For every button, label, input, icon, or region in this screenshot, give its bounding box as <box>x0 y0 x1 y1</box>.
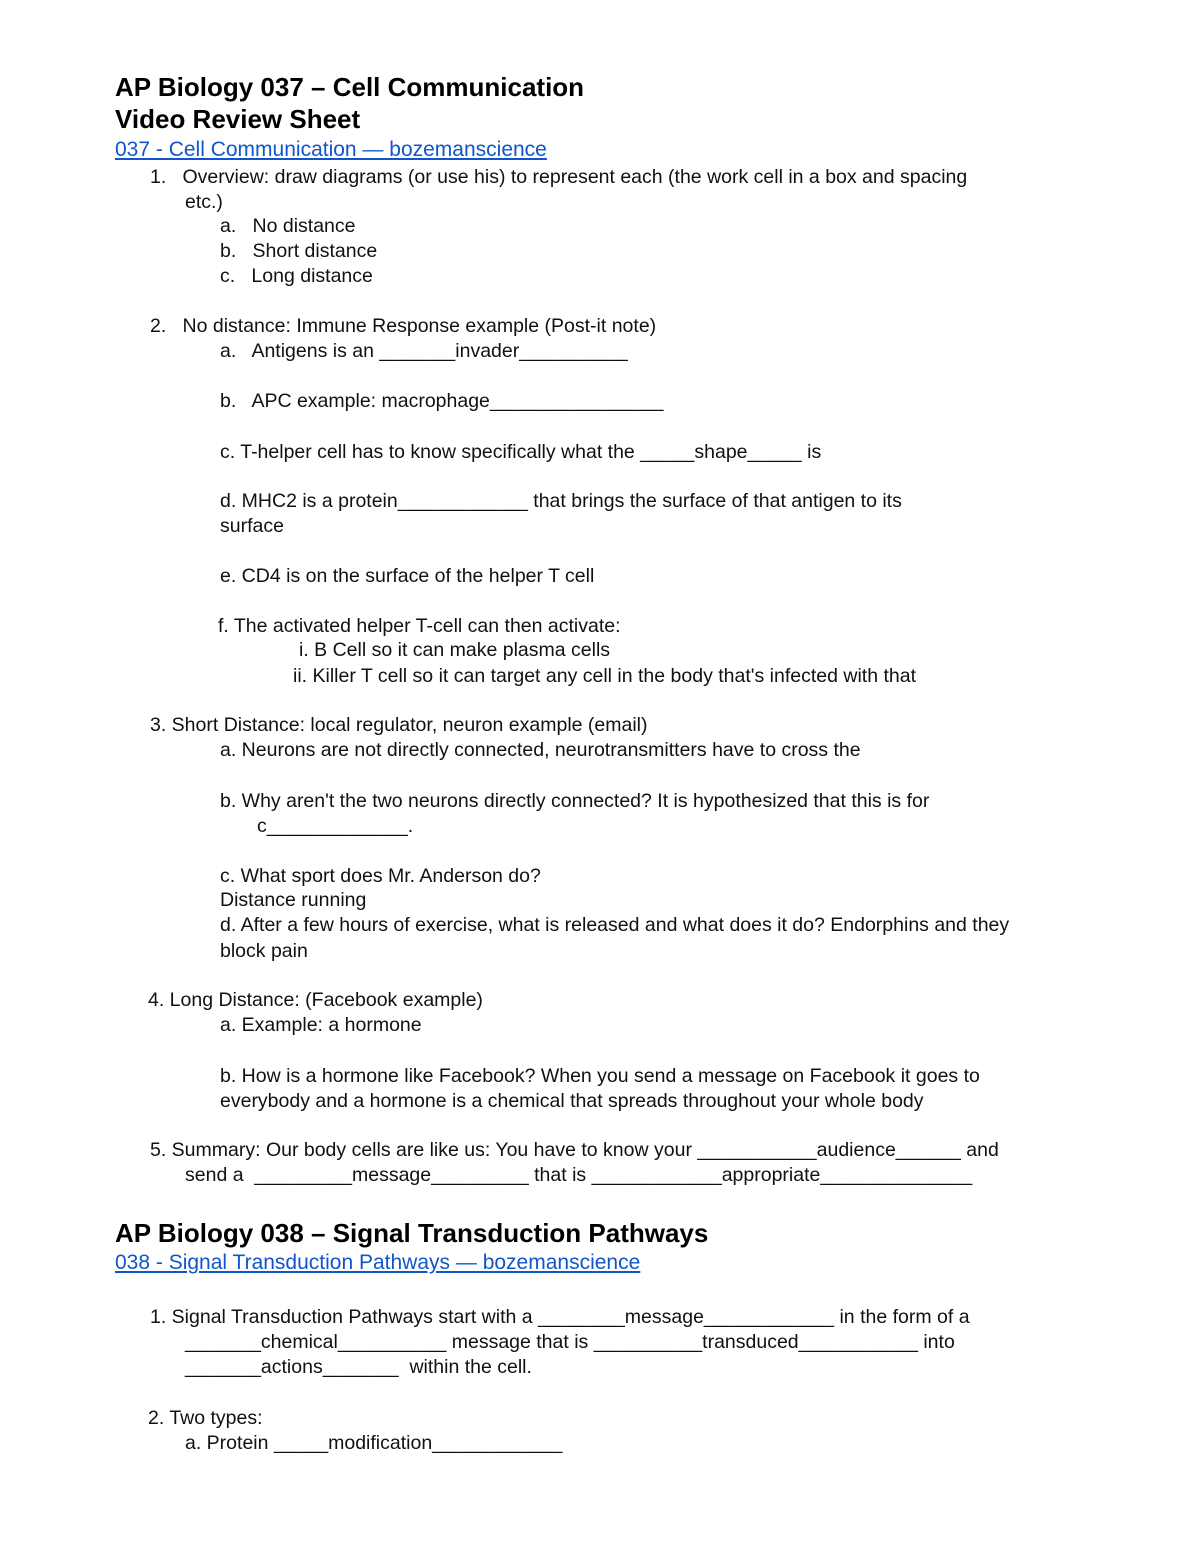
section-title: AP Biology 037 – Cell Communication <box>115 72 585 102</box>
list-item: b. Why aren't the two neurons directly connected? It is hypothesized that this is for <box>220 790 930 812</box>
list-item: 5. Summary: Our body cells are like us: You have to know your ___________audience______ and <box>150 1139 999 1161</box>
section-title: AP Biology 038 – Signal Transduction Pathways <box>115 1218 709 1248</box>
list-item: send a _________message_________ that is ____________appropriate______________ <box>185 1164 973 1186</box>
list-item: b. Short distance <box>220 240 378 262</box>
list-item: _______actions_______ within the cell. <box>185 1356 532 1378</box>
list-item: Distance running <box>220 889 367 911</box>
list-item: a. Antigens is an _______invader__________ <box>220 340 628 362</box>
list-item: a. Example: a hormone <box>220 1014 422 1036</box>
list-item: 1. Overview: draw diagrams (or use his) to represent each (the work cell in a box and spacing <box>150 166 968 188</box>
list-item: 2. No distance: Immune Response example (Post-it note) <box>150 315 657 337</box>
list-item: c. Long distance <box>220 265 373 287</box>
list-item: 3. Short Distance: local regulator, neuron example (email) <box>150 714 648 736</box>
list-item: _______chemical__________ message that is __________transduced___________ into <box>185 1331 955 1353</box>
section-subtitle: Video Review Sheet <box>115 104 361 134</box>
list-item: 4. Long Distance: (Facebook example) <box>148 989 483 1011</box>
video-link[interactable]: 038 - Signal Transduction Pathways — bozemanscience <box>115 1251 641 1274</box>
list-item: d. After a few hours of exercise, what is released and what does it do? Endorphins and they <box>220 914 1010 936</box>
list-item: 2. Two types: <box>148 1407 263 1429</box>
list-item: b. APC example: macrophage________________ <box>220 390 664 412</box>
list-item: 1. Signal Transduction Pathways start with a ________message____________ in the form of a <box>150 1306 970 1328</box>
list-item: c. T-helper cell has to know specifically what the _____shape_____ is <box>220 441 822 463</box>
list-item: everybody and a hormone is a chemical that spreads throughout your whole body <box>220 1090 924 1112</box>
list-item: a. Neurons are not directly connected, neurotransmitters have to cross the <box>220 739 861 761</box>
list-item: a. No distance <box>220 215 356 237</box>
list-item: b. How is a hormone like Facebook? When you send a message on Facebook it goes to <box>220 1065 980 1087</box>
list-item: c. What sport does Mr. Anderson do? <box>220 865 541 887</box>
list-item: i. B Cell so it can make plasma cells <box>299 639 611 661</box>
list-item: c_____________. <box>257 815 414 837</box>
list-item: block pain <box>220 940 308 962</box>
list-item: ii. Killer T cell so it can target any cell in the body that's infected with that <box>293 665 916 687</box>
list-item: surface <box>220 515 284 537</box>
list-item: a. Protein _____modification____________ <box>185 1432 563 1454</box>
list-item: etc.) <box>185 191 223 213</box>
list-item: d. MHC2 is a protein____________ that brings the surface of that antigen to its <box>220 490 902 512</box>
list-item: e. CD4 is on the surface of the helper T cell <box>220 565 595 587</box>
video-link[interactable]: 037 - Cell Communication — bozemanscience <box>115 138 547 161</box>
list-item: f. The activated helper T-cell can then activate: <box>218 615 621 637</box>
